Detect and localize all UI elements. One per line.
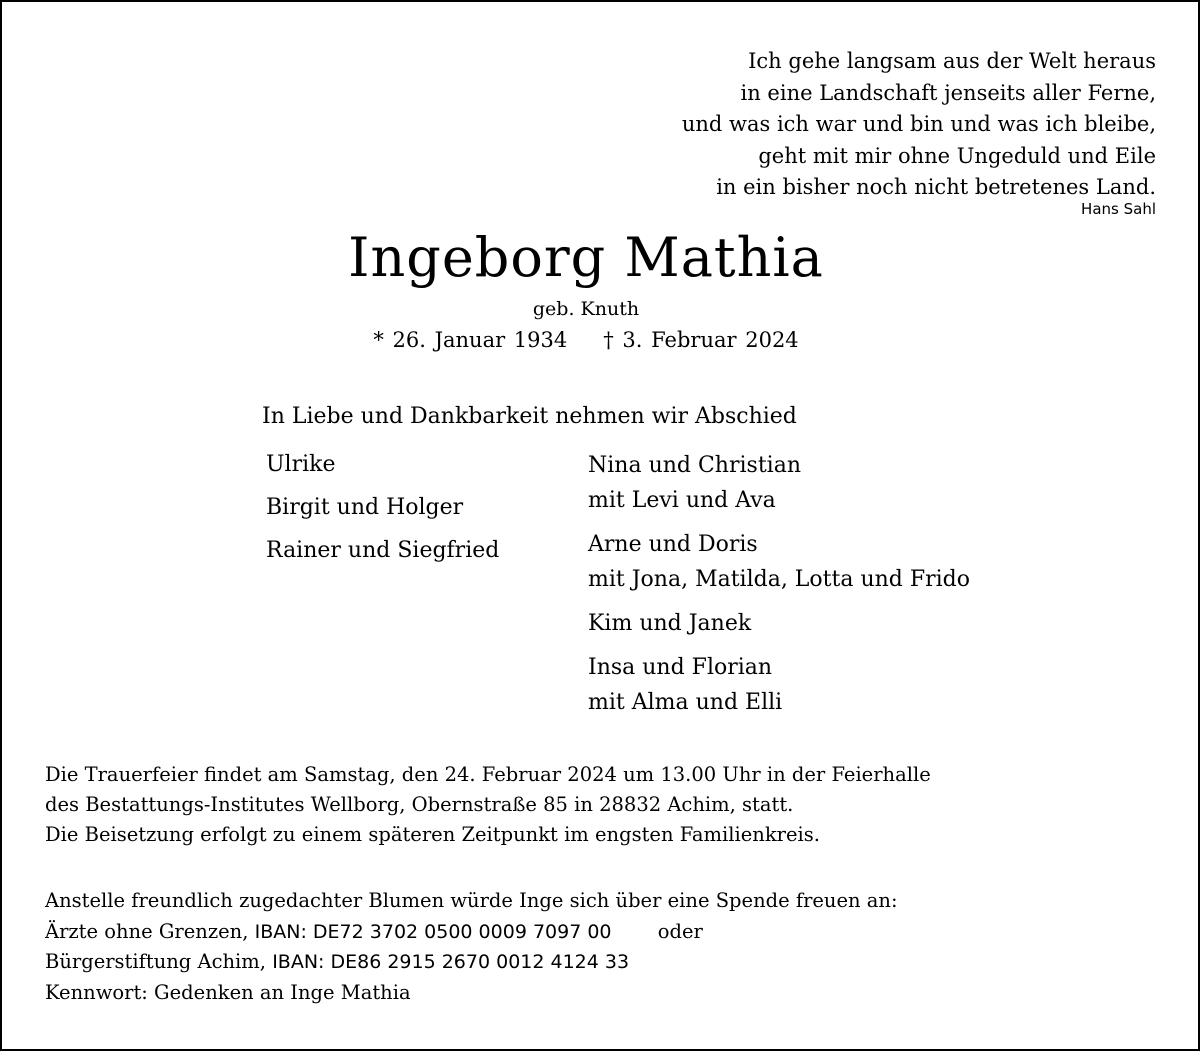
mourner-line: mit Levi und Ava <box>588 488 776 513</box>
poem-line: und was ich war und bin und was ich bleibe, <box>681 112 1156 136</box>
mourner-line: mit Jona, Matilda, Lotta und Frido <box>588 567 971 592</box>
donation-line <box>45 947 898 978</box>
mourner-group <box>588 448 970 518</box>
mourner: Birgit und Holger <box>266 495 464 520</box>
poem-line: Ich gehe langsam aus der Welt heraus <box>748 49 1156 73</box>
poem <box>682 46 1156 204</box>
service-line: Die Trauerfeier findet am Samstag, den 24. Februar 2024 um 13.00 Uhr in der Feierhalle <box>45 763 931 786</box>
mourner-group <box>588 650 970 720</box>
donation-keyword: Kennwort: Gedenken an Inge Mathia <box>45 980 411 1004</box>
mourner-line: Nina und Christian <box>588 453 801 478</box>
mourner-line: Arne und Doris <box>588 532 758 557</box>
mourner-group <box>588 527 970 597</box>
donation-line <box>45 917 898 948</box>
donation-info <box>45 886 898 1008</box>
iban: IBAN: DE72 3702 0500 0009 7097 00 <box>254 920 612 943</box>
farewell-line: In Liebe und Dankbarkeit nehmen wir Abschied <box>262 404 797 429</box>
donation-intro: Anstelle freundlich zugedachter Blumen würde Inge sich über eine Spende freuen an: <box>45 889 898 912</box>
mourner: Ulrike <box>266 452 336 477</box>
donation-org: Ärzte ohne Grenzen, <box>45 919 249 943</box>
birth-date: * 26. Januar 1934 <box>373 328 568 352</box>
deceased-name: Ingeborg Mathia <box>348 226 824 289</box>
donation-or: oder <box>657 919 703 943</box>
mourners-left <box>266 450 499 579</box>
iban: IBAN: DE86 2915 2670 0012 4124 33 <box>272 951 630 973</box>
poem-author: Hans Sahl <box>1081 200 1156 218</box>
mourner-line: Kim und Janek <box>588 611 752 636</box>
mourner-line: mit Alma und Elli <box>588 690 783 715</box>
mourner-group <box>588 606 970 641</box>
life-dates <box>2 328 1170 352</box>
service-line: des Bestattungs-Institutes Wellborg, Obernstraße 85 in 28832 Achim, statt. <box>45 793 794 816</box>
mourner: Rainer und Siegfried <box>266 538 500 563</box>
poem-line: in eine Landschaft jenseits aller Ferne, <box>740 80 1156 105</box>
born-name: geb. Knuth <box>532 298 640 320</box>
death-date: † 3. Februar 2024 <box>603 328 799 352</box>
donation-org: Bürgerstiftung Achim, <box>45 950 266 973</box>
poem-line: in ein bisher noch nicht betretenes Land. <box>716 175 1156 199</box>
service-info <box>45 760 931 850</box>
service-line: Die Beisetzung erfolgt zu einem späteren Zeitpunkt im engsten Familienkreis. <box>45 823 820 846</box>
poem-line: geht mit mir ohne Ungeduld und Eile <box>758 143 1156 168</box>
mourner-line: Insa und Florian <box>588 655 773 680</box>
mourners-right <box>588 448 970 729</box>
